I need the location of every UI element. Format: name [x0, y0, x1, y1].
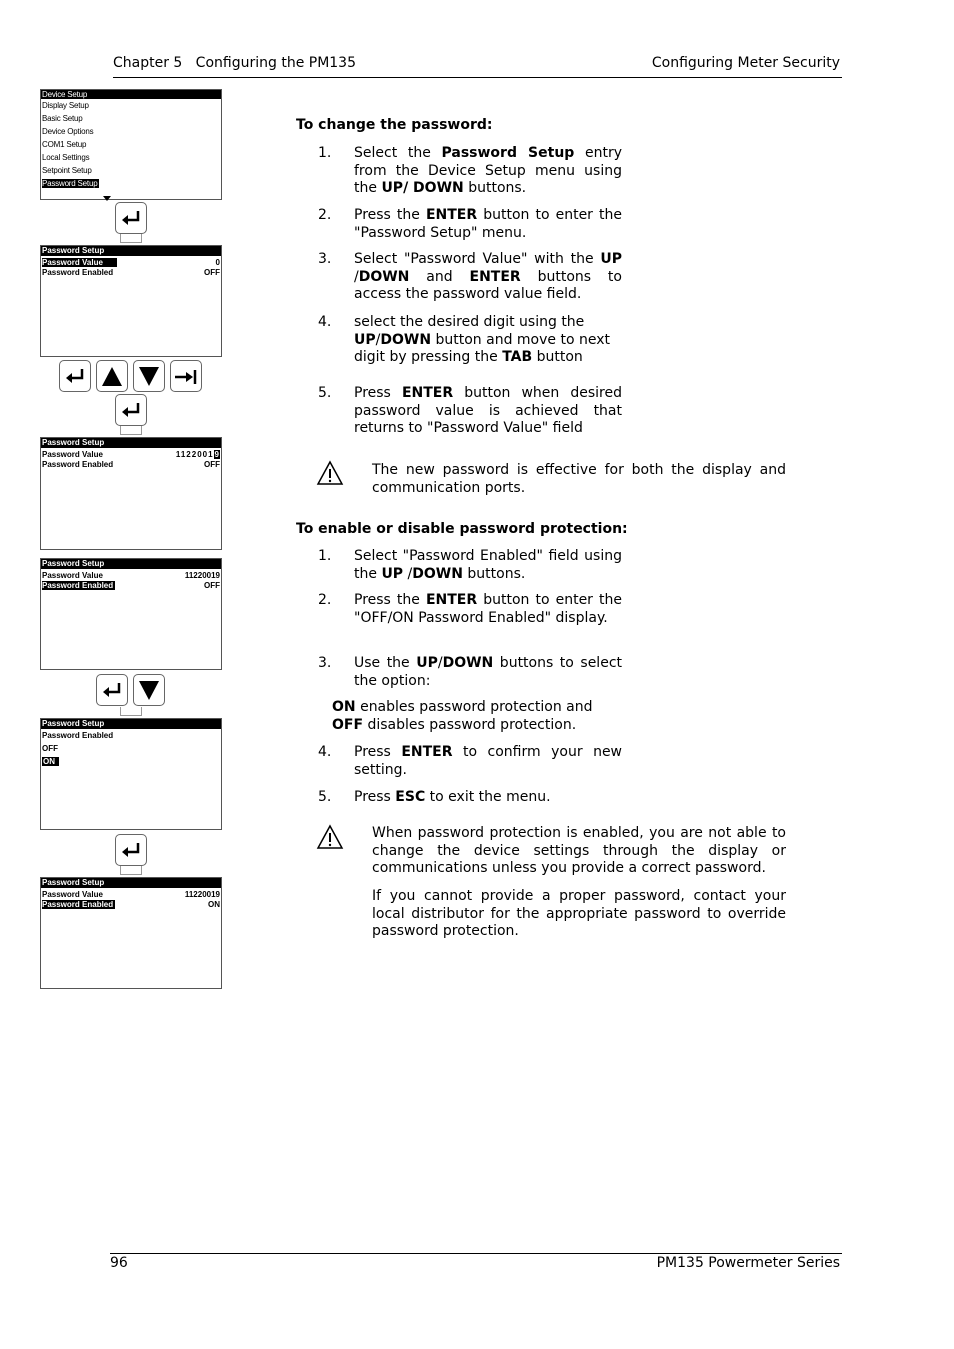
- page-footer: [110, 1253, 842, 1271]
- product-name: PM135 Powermeter Series: [656, 1255, 840, 1271]
- enter-key-icon: [115, 202, 147, 234]
- warning-icon: [316, 824, 344, 850]
- down-arrow-key-icon: [133, 360, 165, 392]
- section-heading: To enable or disable password protection:: [296, 521, 628, 537]
- section-title: Configuring Meter Security: [651, 55, 840, 71]
- enter-key-icon: [96, 674, 128, 706]
- down-arrow-key-icon: [133, 674, 165, 706]
- menu-item-selected: Password Setup: [42, 179, 98, 188]
- menu-item: Setpoint Setup: [42, 166, 92, 175]
- connector: [120, 234, 142, 243]
- page-header: [113, 55, 842, 78]
- note-text: When password protection is enabled, you are not able to change the device settings through the display or communications unless you provide a correct password.: [372, 825, 786, 876]
- scroll-down-icon: [103, 196, 111, 201]
- lcd-password-setup: Password Setup Password Value 0 Password Enabled OFF: [40, 245, 222, 357]
- note-text: The new password is effective for both the display and communication ports.: [372, 462, 786, 496]
- chapter-title: Chapter 5 Configuring the PM135: [113, 55, 356, 71]
- connector: [120, 707, 142, 716]
- lcd-password-enabled-on: Password Setup Password Value 11220019 Password Enabled ON: [40, 877, 222, 989]
- enter-key-icon: [59, 360, 91, 392]
- lcd-password-enabled-select: Password Setup Password Value 11220019 Password Enabled OFF: [40, 558, 222, 670]
- connector: [120, 866, 142, 875]
- warning-icon: [316, 460, 344, 486]
- section-heading: To change the password:: [296, 117, 493, 133]
- option-text: ON enables password protection and OFF disables password protection.: [332, 699, 593, 733]
- up-arrow-key-icon: [96, 360, 128, 392]
- lcd-password-edit: Password Setup Password Value 11220019 Password Enabled OFF: [40, 437, 222, 550]
- menu-item: Basic Setup: [42, 114, 83, 123]
- menu-item: Local Settings: [42, 153, 90, 162]
- lcd-password-enabled-options: Password Setup Password Enabled OFF ON: [40, 718, 222, 830]
- tab-key-icon: [170, 360, 202, 392]
- menu-item: COM1 Setup: [42, 140, 87, 149]
- menu-item: Device Setup: [41, 90, 221, 99]
- connector: [120, 426, 142, 435]
- note-text: If you cannot provide a proper password, contact your local distributor for the appropriate password to override password protection.: [372, 888, 786, 939]
- enter-key-icon: [115, 394, 147, 426]
- menu-item: Device Options: [42, 127, 94, 136]
- page-number: 96: [110, 1255, 128, 1271]
- menu-item: Display Setup: [42, 101, 89, 110]
- enter-key-icon: [115, 834, 147, 866]
- lcd-device-setup-menu: [40, 89, 222, 200]
